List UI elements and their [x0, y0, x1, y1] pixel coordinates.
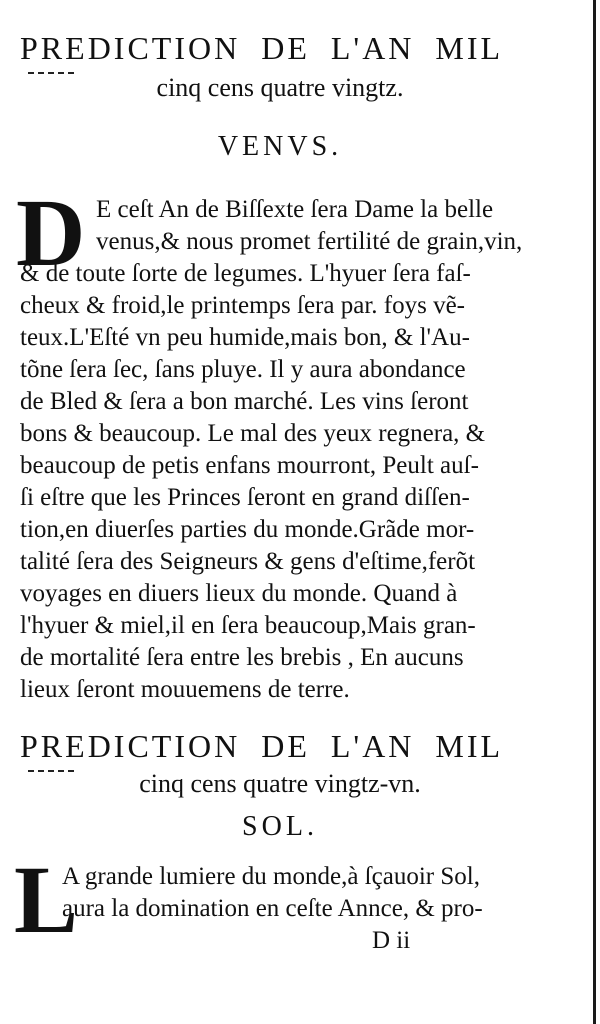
text-line: cheux & froid,le printemps ſera par. foys vẽ-: [20, 292, 465, 319]
page-edge-rule: [593, 0, 596, 1024]
text-line: A grande lumiere du monde,à ſçauoir Sol,: [62, 863, 480, 890]
text-line: venus,& nous promet fertilité de grain,vin,: [96, 228, 523, 255]
prediction-heading-1: PREDICTION DE L'AN MIL: [20, 30, 504, 66]
prediction-subheading-2: cinq cens quatre vingtz-vn.: [139, 769, 421, 798]
text-line: lieux ſeront mouuemens de terre.: [20, 676, 350, 703]
text-line: beaucoup de petis enfans mourront, Peult auſ-: [20, 452, 479, 479]
text-line: talité ſera des Seigneurs & gens d'eſtime,ferõt: [20, 548, 476, 575]
text-line: l'hyuer & miel,il en ſera beaucoup,Mais gran-: [20, 612, 476, 639]
prediction-heading-2: PREDICTION DE L'AN MIL: [20, 728, 504, 764]
text-line: bons & beaucoup. Le mal des yeux regnera, &: [20, 420, 486, 447]
text-line: E ceſt An de Biſſexte ſera Dame la belle: [96, 196, 494, 223]
signature-mark: D ii: [372, 927, 411, 954]
planet-title-venus: VENVS.: [217, 131, 343, 162]
planet-title-sol: SOL.: [242, 811, 318, 842]
prediction-subheading-1: cinq cens quatre vingtz.: [156, 73, 404, 102]
text-line: de mortalité ſera entre les brebis , En aucuns: [20, 644, 464, 671]
text-line: teux.L'Eſté vn peu humide,mais bon, & l'Au-: [20, 324, 470, 351]
text-line: voyages en diuers lieux du monde. Quand à: [20, 580, 458, 607]
drop-cap-d: D: [16, 179, 86, 286]
drop-cap-l: L: [14, 846, 79, 953]
text-line: tõne ſera ſec, ſans pluye. Il y aura abondance: [20, 356, 466, 383]
text-line: de Bled & ſera a bon marché. Les vins ſeront: [20, 388, 469, 415]
text-line: tion,en diuerſes parties du monde.Grãde mor-: [20, 516, 475, 543]
text-line: ſi eſtre que les Princes ſeront en grand diſſen-: [20, 484, 470, 511]
text-line: & de toute ſorte de legumes. L'hyuer ſera faſ-: [20, 260, 471, 287]
text-line: aura la domination en ceſte Annce, & pro-: [62, 895, 483, 922]
